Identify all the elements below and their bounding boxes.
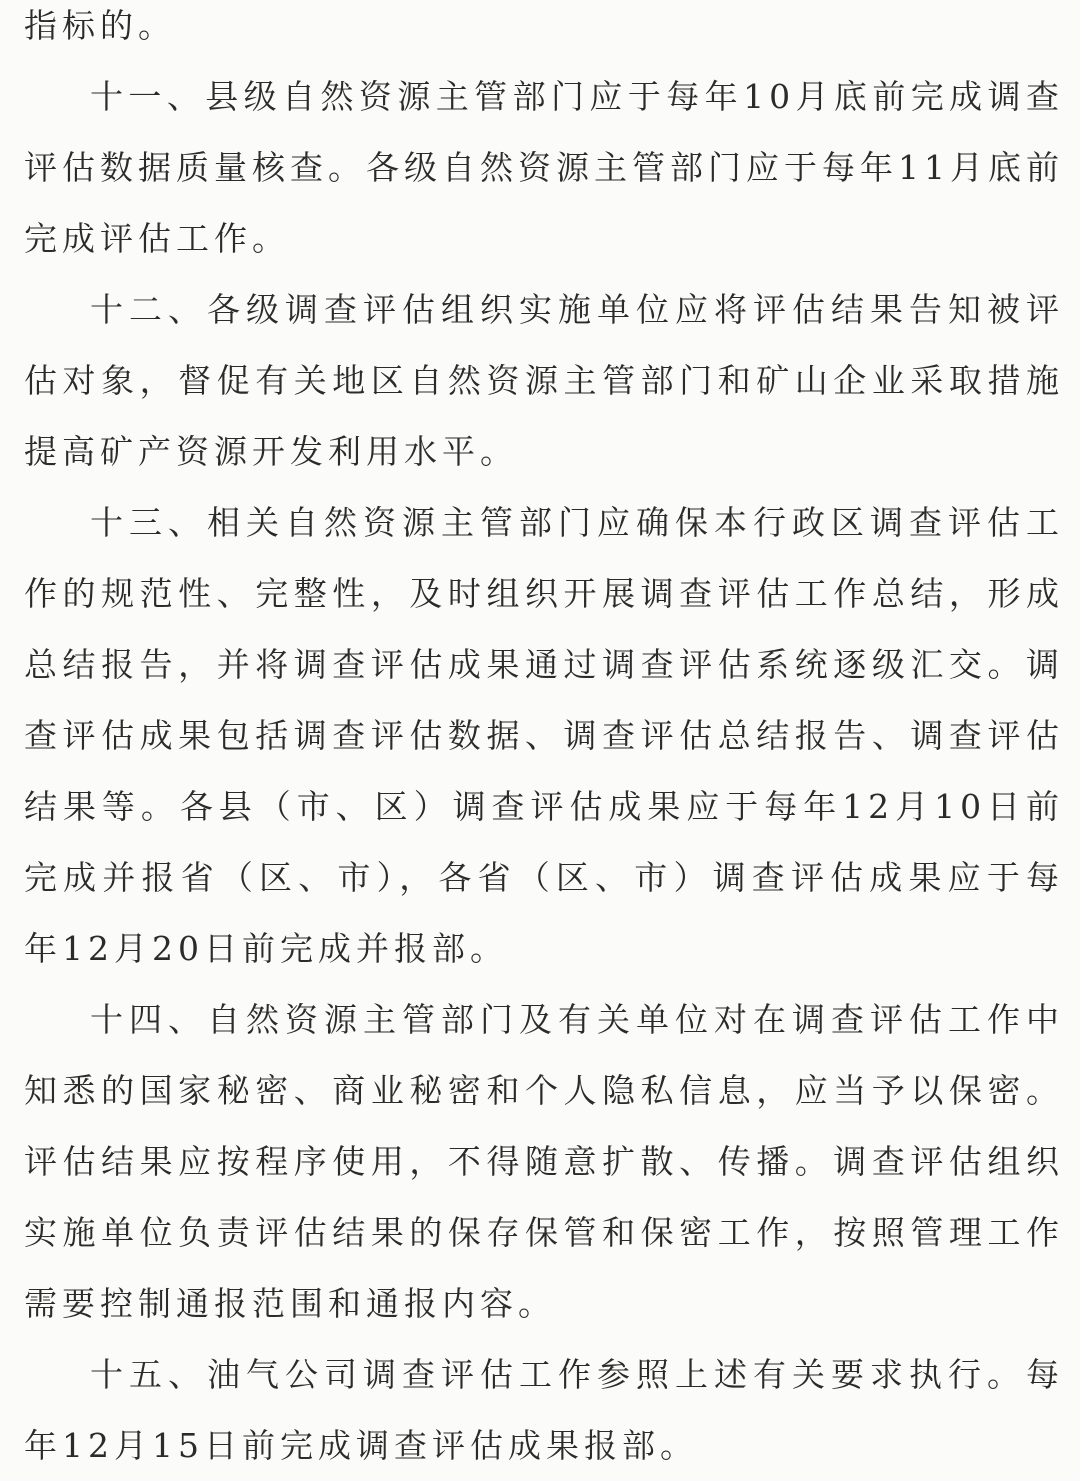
paragraph-article-15: 十五、油气公司调查评估工作参照上述有关要求执行。每年12月15日前完成调查评估成果报部。: [24, 1355, 1064, 1465]
paragraph-article-12: 十二、各级调查评估组织实施单位应将评估结果告知被评估对象，督促有关地区自然资源主管部门和矿山企业采取措施提高矿产资源开发利用水平。: [24, 290, 1064, 471]
paragraph-article-13: 十三、相关自然资源主管部门应确保本行政区调查评估工作的规范性、完整性，及时组织开展调查评估工作总结，形成总结报告，并将调查评估成果通过调查评估系统逐级汇交。调查评估成果包括调查评估数据、调查评估总结报告、调查评估结果等。各县（市、区）调查评估成果应于每年12月10日前完成并报省（区、市），各省（区、市）调查评估成果应于每年12月20日前完成并报部。: [24, 503, 1064, 968]
paragraph-continuation: 指标的。: [24, 6, 176, 45]
paragraph-article-11: 十一、县级自然资源主管部门应于每年10月底前完成调查评估数据质量核查。各级自然资源主管部门应于每年11月底前完成评估工作。: [24, 77, 1064, 258]
paragraph-article-14: 十四、自然资源主管部门及有关单位对在调查评估工作中知悉的国家秘密、商业秘密和个人隐私信息，应当予以保密。评估结果应按程序使用，不得随意扩散、传播。调查评估组织实施单位负责评估结果的保存保管和保密工作，按照管理工作需要控制通报范围和通报内容。: [24, 1000, 1064, 1323]
